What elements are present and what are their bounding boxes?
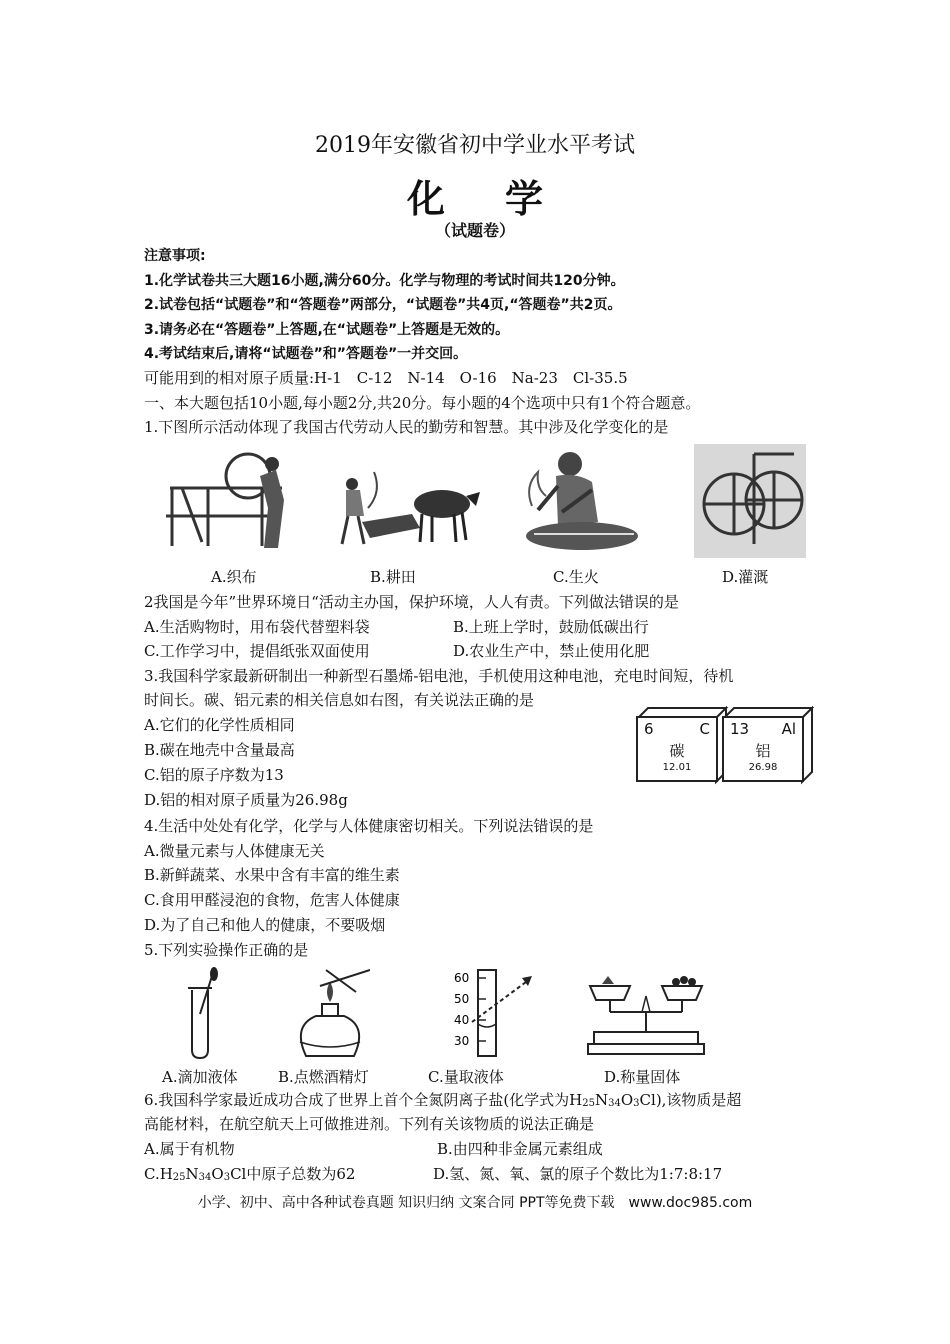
- aluminum-name: 铝: [755, 742, 771, 760]
- q1-option-d: D.灌溉: [722, 568, 769, 586]
- cylinder-tick-40: 40: [454, 1013, 470, 1027]
- note-item-3: 3.请务必在“答题卷”上答题,在“试题卷”上答题是无效的。: [144, 322, 510, 338]
- q6-stem-line1: 6.我国科学家最近成功合成了世界上首个全氮阴离子盐(化学式为H25N34O3Cl),该物质是超: [144, 1091, 742, 1109]
- carbon-atomic-number: 6: [644, 720, 654, 738]
- alcohol-lamp-image: [290, 966, 370, 1060]
- ploughing-ox-image: [322, 470, 482, 548]
- q4-option-b: B.新鲜蔬菜、水果中含有丰富的维生素: [144, 866, 400, 884]
- aluminum-element-card: [722, 716, 804, 782]
- note-item-1: 1.化学试卷共三大题16小题,满分60分。化学与物理的考试时间共120分钟。: [144, 273, 625, 289]
- carbon-name: 碳: [669, 742, 685, 760]
- q4-option-a: A.微量元素与人体健康无关: [144, 842, 325, 860]
- fire-making-image: [512, 446, 648, 554]
- balance-scale-image: [580, 966, 712, 1060]
- q3-option-b: B.碳在地壳中含量最高: [144, 741, 295, 759]
- q3-option-d: D.铝的相对原子质量为26.98g: [144, 791, 348, 809]
- q3-stem-line1: 3.我国科学家最新研制出一种新型石墨烯-铝电池，手机使用这种电池，充电时间短，待机: [144, 667, 734, 685]
- subject-title: 化学: [406, 176, 603, 221]
- q6-option-c: C.H25N34O3Cl中原子总数为62: [144, 1165, 356, 1183]
- aluminum-atomic-number: 13: [730, 720, 750, 738]
- q5-option-c: C.量取液体: [428, 1068, 504, 1086]
- q4-option-c: C.食用甲醛浸泡的食物，危害人体健康: [144, 891, 400, 909]
- q1-stem: 1.下图所示活动体现了我国古代劳动人民的勤劳和智慧。其中涉及化学变化的是: [144, 418, 669, 436]
- q6-stem-line2: 高能材料，在航空航天上可做推进剂。下列有关该物质的说法正确是: [144, 1115, 595, 1133]
- cylinder-tick-50: 50: [454, 992, 470, 1006]
- q2-option-b: B.上班上学时，鼓励低碳出行: [453, 618, 649, 636]
- footer-download-link[interactable]: 小学、初中、高中各种试卷真题 知识归纳 文案合同 PPT等免费下载 www.doc985.com: [197, 1195, 753, 1211]
- note-item-2: 2.试卷包括“试题卷”和“答题卷”两部分，“试题卷”共4页,“答题卷”共2页。: [144, 297, 622, 313]
- q4-option-d: D.为了自己和他人的健康，不要吸烟: [144, 916, 386, 934]
- q5-stem: 5.下列实验操作正确的是: [144, 941, 309, 959]
- q6-option-b: B.由四种非金属元素组成: [437, 1140, 603, 1158]
- q6-option-d: D.氢、氮、氧、氯的原子个数比为1:7:8:17: [433, 1165, 723, 1183]
- q2-option-a: A.生活购物时，用布袋代替塑料袋: [144, 618, 370, 636]
- weaving-loom-image: [162, 446, 292, 554]
- cylinder-tick-30: 30: [454, 1034, 470, 1048]
- cylinder-tick-60: 60: [454, 971, 470, 985]
- paper-type: （试题卷）: [434, 221, 515, 240]
- exam-title: 2019年安徽省初中学业水平考试: [315, 133, 635, 158]
- q6-option-a: A.属于有机物: [144, 1140, 235, 1158]
- irrigation-waterwheel-image: [694, 444, 806, 558]
- q3-option-a: A.它们的化学性质相同: [144, 716, 295, 734]
- carbon-element-card: [636, 716, 718, 782]
- q5-option-d: D.称量固体: [604, 1068, 681, 1086]
- aluminum-mass: 26.98: [748, 762, 778, 773]
- notes-heading: 注意事项:: [144, 248, 206, 264]
- q5-option-a: A.滴加液体: [162, 1068, 238, 1086]
- q3-stem-line2: 时间长。碳、铝元素的相关信息如右图，有关说法正确的是: [144, 691, 535, 709]
- carbon-symbol: C: [699, 720, 710, 738]
- note-item-4: 4.考试结束后,请将“试题卷”和”答题卷”一并交回。: [144, 346, 468, 362]
- q5-option-b: B.点燃酒精灯: [278, 1068, 369, 1086]
- q3-option-c: C.铝的原子序数为13: [144, 766, 284, 784]
- q1-option-a: A.织布: [211, 568, 257, 586]
- dropper-test-tube-image: [186, 966, 226, 1060]
- graduated-cylinder-image: [452, 966, 542, 1066]
- section-one-heading: 一、本大题包括10小题,每小题2分,共20分。每小题的4个选项中只有1个符合题意。: [144, 394, 701, 412]
- q1-option-b: B.耕田: [370, 568, 416, 586]
- q1-option-c: C.生火: [553, 568, 599, 586]
- atomic-masses: 可能用到的相对原子质量:H-1 C-12 N-14 O-16 Na-23 Cl-35.5: [144, 369, 628, 387]
- q2-option-c: C.工作学习中，提倡纸张双面使用: [144, 642, 370, 660]
- aluminum-symbol: Al: [781, 720, 796, 738]
- q2-option-d: D.农业生产中，禁止使用化肥: [453, 642, 650, 660]
- carbon-mass: 12.01: [662, 762, 692, 773]
- q2-stem: 2我国是今年”世界环境日“活动主办国，保护环境，人人有责。下列做法错误的是: [144, 593, 679, 611]
- q4-stem: 4.生活中处处有化学，化学与人体健康密切相关。下列说法错误的是: [144, 817, 594, 835]
